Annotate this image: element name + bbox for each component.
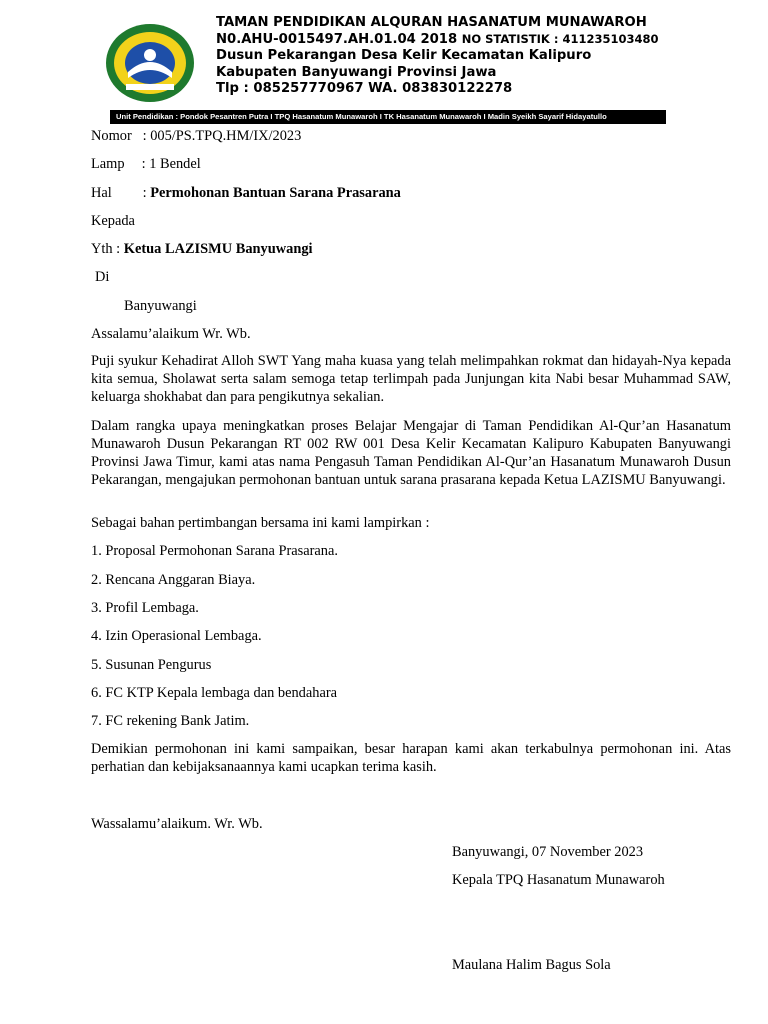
hal-row: Hal : Permohonan Bantuan Sarana Prasarana (91, 185, 401, 201)
list-item: 5. Susunan Pengurus (91, 657, 212, 673)
list-item: 6. FC KTP Kepala lembaga dan bendahara (91, 685, 338, 701)
closing-greeting: Wassalamu’alaikum. Wr. Wb. (91, 816, 263, 832)
paragraph-2: Dalam rangka upaya meningkatkan proses Belajar Mengajar di Taman Pendidikan Al-Qur’an Hasanatum Munawaroh Dusun Pekarangan RT 002 RW 001 Desa Kelir Kecamatan Kalipuro Kabupaten Banyuwangi Provinsi Jawa Timur, kami atas nama Pengasuh Taman Pendidikan Al-Qur’an Hasanatum Munawaroh Dusun Pekarangan, mengajukan permohonan bantuan untuk sarana prasarana kepada Ketua LAZISMU Banyuwangi. (91, 418, 731, 488)
signer-name: Maulana Halim Bagus Sola (452, 957, 611, 973)
registration-line: N0.AHU-0015497.AH.01.04 2018 NO STATISTIK : 411235103480 (216, 32, 659, 48)
paragraph-3: Sebagai bahan pertimbangan bersama ini kami lampirkan : (91, 515, 430, 531)
di: Di (95, 269, 110, 285)
yth-row: Yth : Ketua LAZISMU Banyuwangi (91, 241, 313, 257)
region-line: Kabupaten Banyuwangi Provinsi Jawa (216, 64, 497, 80)
unit-bar: Unit Pendidikan : Pondok Pesantren Putra I TPQ Hasanatum Munawaroh I TK Hasanatum Munawaroh I Madin Syeikh Sayarif Hidayatullo (110, 110, 666, 124)
signer-title: Kepala TPQ Hasanatum Munawaroh (452, 872, 665, 888)
recipient-city: Banyuwangi (124, 298, 197, 314)
list-item: 7. FC rekening Bank Jatim. (91, 713, 250, 729)
opening-greeting: Assalamu’alaikum Wr. Wb. (91, 326, 251, 342)
letterhead (216, 15, 756, 97)
school-name: TAMAN PENDIDIKAN ALQURAN HASANATUM MUNAWAROH (216, 15, 647, 30)
institution-logo-icon (104, 22, 196, 104)
list-item: 3. Profil Lembaga. (91, 600, 199, 616)
list-item: 4. Izin Operasional Lembaga. (91, 628, 262, 644)
lamp-row: Lamp : 1 Bendel (91, 156, 201, 172)
list-item: 2. Rencana Anggaran Biaya. (91, 572, 256, 588)
list-item: 1. Proposal Permohonan Sarana Prasarana. (91, 543, 338, 559)
address-line: Dusun Pekarangan Desa Kelir Kecamatan Kalipuro (216, 48, 592, 64)
kepada: Kepada (91, 213, 135, 229)
paragraph-1: Puji syukur Kehadirat Alloh SWT Yang maha kuasa yang telah melimpahkan rokmat dan hidayah-Nya kepada kita semua, Sholawat serta salam semoga tetap terlimpah pada Junjungan kita Nabi besar Muhammad SAW, keluarga shokhabat dan para pengikutnya sekalian. (91, 353, 731, 405)
phone-line: Tlp : 085257770967 WA. 083830122278 (216, 80, 513, 96)
letter-date: Banyuwangi, 07 November 2023 (452, 844, 644, 860)
closing-paragraph: Demikian permohonan ini kami sampaikan, besar harapan kami akan terkabulnya permohonan ini. Atas perhatian dan kebijaksanaannya kami ucapkan terima kasih. (91, 741, 731, 775)
nomor-row: Nomor : 005/PS.TPQ.HM/IX/2023 (91, 128, 302, 144)
